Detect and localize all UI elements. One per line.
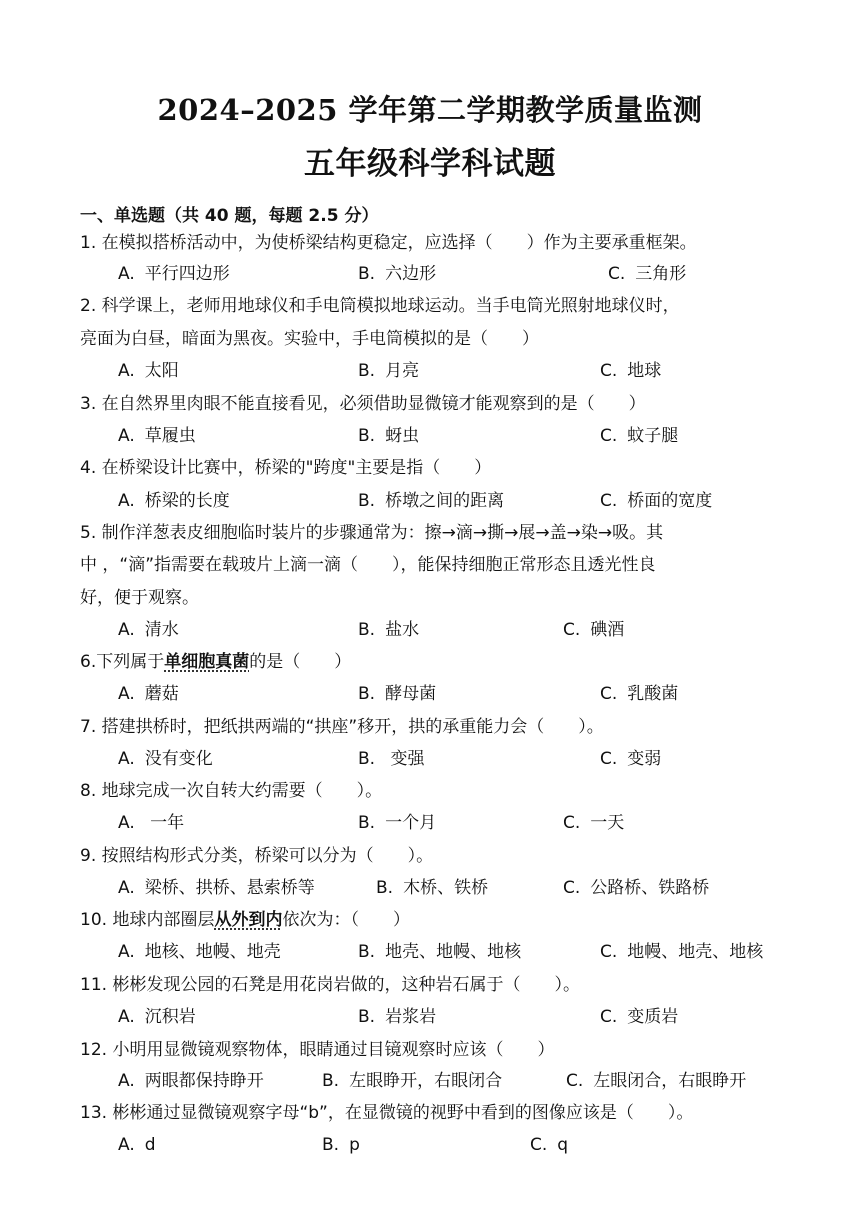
question-7 [80,715,790,739]
question-text: 13. 彬彬通过显微镜观察字母“b”，在显微镜的视野中看到的图像应该是（ ）。 [80,1103,694,1123]
option-a: A. 桥梁的长度 [118,491,230,511]
question-2 [80,294,790,318]
option-a: A. 没有变化 [118,749,213,769]
option-c: C. 一天 [563,813,625,833]
question-2-cont [80,327,790,351]
question-5-cont [80,553,790,577]
option-c: C. 左眼闭合，右眼睁开 [566,1071,747,1091]
option-c: C. q [530,1135,569,1155]
option-c: C. 变质岩 [600,1007,679,1027]
emphasized-term: 单细胞真菌 [164,652,250,672]
question-3-options [0,424,860,448]
question-10-options [0,940,860,964]
option-b: B. 桥墩之间的距离 [358,491,505,511]
question-12 [80,1038,790,1062]
option-c: C. 蚊子腿 [600,426,679,446]
question-6 [80,650,790,674]
option-b: B. 蚜虫 [358,426,420,446]
question-2-options [0,359,860,383]
option-a: A. 两眼都保持睁开 [118,1071,264,1091]
question-5-cont2 [80,586,790,610]
option-b: B. 盐水 [358,620,420,640]
option-a: A. 蘑菇 [118,684,179,704]
exam-subtitle: 五年级科学科试题 [304,146,556,182]
question-3 [80,392,790,416]
option-c: C. 地幔、地壳、地核 [600,942,764,962]
question-text: 6.下列属于单细胞真菌的是（ ） [80,652,352,672]
option-b: B. 左眼睁开，右眼闭合 [322,1071,503,1091]
option-a: A. 一年 [118,813,185,833]
question-text: 好，便于观察。 [80,588,199,608]
option-b: B. 六边形 [358,264,437,284]
option-c: C. 公路桥、铁路桥 [563,878,710,898]
option-a: A. 梁桥、拱桥、悬索桥等 [118,878,315,898]
option-b: B. 一个月 [358,813,437,833]
question-text: 10. 地球内部圈层从外到内依次为：（ ） [80,910,410,930]
question-text: 亮面为白昼，暗面为黑夜。实验中，手电筒模拟的是（ ） [80,329,539,349]
question-9 [80,844,790,868]
question-text: 12. 小明用显微镜观察物体，眼睛通过目镜观察时应该（ ） [80,1040,555,1060]
question-12-options [0,1069,860,1093]
option-c: C. 地球 [600,361,662,381]
option-a: A. d [118,1135,156,1155]
question-7-options [0,747,860,771]
question-text: 1. 在模拟搭桥活动中，为使桥梁结构更稳定，应选择（ ）作为主要承重框架。 [80,233,697,253]
section-heading: 一、单选题（共 40 题，每题 2.5 分） [80,206,379,226]
question-9-options [0,876,860,900]
question-text: 中 ，“滴”指需要在载玻片上滴一滴（ ），能保持细胞正常形态且透光性良 [80,555,656,575]
question-4 [80,456,790,480]
question-text: 5. 制作洋葱表皮细胞临时装片的步骤通常为：擦→滴→撕→展→盖→染→吸。其 [80,523,664,543]
question-1 [80,231,790,255]
option-c: C. 碘酒 [563,620,625,640]
question-text: 11. 彬彬发现公园的石凳是用花岗岩做的，这种岩石属于（ ）。 [80,975,580,995]
question-text: 3. 在自然界里肉眼不能直接看见，必须借助显微镜才能观察到的是（ ） [80,394,646,414]
emphasized-term: 从外到内 [214,910,283,930]
question-11 [80,973,790,997]
option-a: A. 太阳 [118,361,179,381]
question-1-options [0,262,860,286]
question-6-options [0,682,860,706]
option-b: B. 酵母菌 [358,684,437,704]
question-5-options [0,618,860,642]
option-c: C. 桥面的宽度 [600,491,713,511]
question-text: 2. 科学课上，老师用地球仪和手电筒模拟地球运动。当手电筒光照射地球仪时， [80,296,680,316]
option-a: A. 平行四边形 [118,264,230,284]
option-b: B. 月亮 [358,361,420,381]
option-c: C. 变弱 [600,749,662,769]
option-c: C. 乳酸菌 [600,684,679,704]
option-b: B. p [322,1135,360,1155]
question-8 [80,779,790,803]
question-13 [80,1101,790,1125]
option-b: B. 地壳、地幔、地核 [358,942,522,962]
question-10 [80,908,790,932]
option-c: C. 三角形 [608,264,687,284]
question-13-options [0,1133,860,1157]
question-8-options [0,811,860,835]
option-b: B. 木桥、铁桥 [376,878,489,898]
question-text: 4. 在桥梁设计比赛中，桥梁的"跨度"主要是指（ ） [80,458,492,478]
question-text: 8. 地球完成一次自转大约需要（ ）。 [80,781,383,801]
option-a: A. 清水 [118,620,179,640]
question-4-options [0,489,860,513]
exam-title: 2024–2025 学年第二学期教学质量监测 [157,93,703,127]
option-b: B. 变强 [358,749,425,769]
question-text: 7. 搭建拱桥时，把纸拱两端的“拱座”移开，拱的承重能力会（ ）。 [80,717,604,737]
option-a: A. 草履虫 [118,426,196,446]
option-a: A. 地核、地幔、地壳 [118,942,281,962]
option-a: A. 沉积岩 [118,1007,196,1027]
question-text: 9. 按照结构形式分类，桥梁可以分为（ ）。 [80,846,434,866]
question-5 [80,521,790,545]
option-b: B. 岩浆岩 [358,1007,437,1027]
question-11-options [0,1005,860,1029]
